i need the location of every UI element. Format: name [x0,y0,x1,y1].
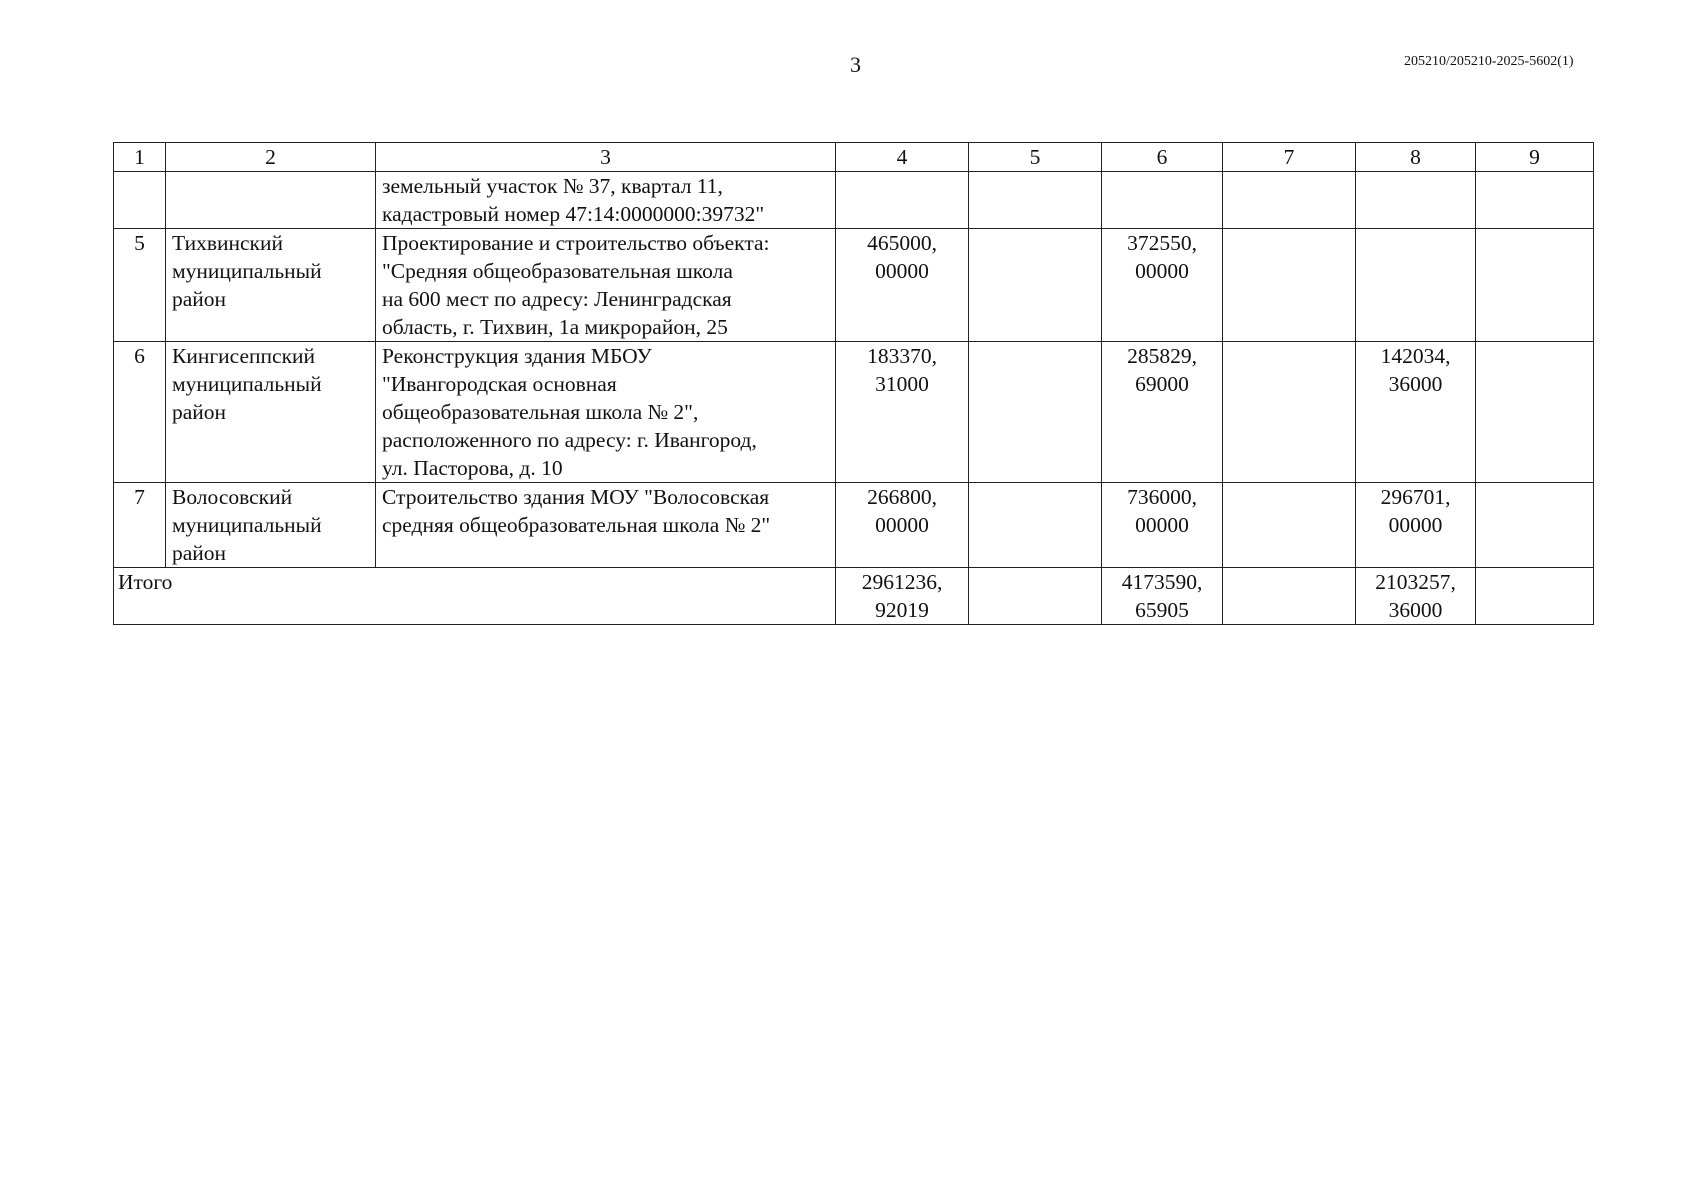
amount-line: 285829, [1127,344,1197,368]
amount-cell [1476,342,1594,483]
amount-cell [1476,483,1594,568]
amount-line: 296701, [1380,485,1451,509]
amount-cell [836,229,969,342]
table-row [114,229,1594,342]
column-header: 9 [1476,143,1594,172]
district-cell [166,172,376,229]
amount-line: 266800, [867,485,937,509]
page-number: 3 [850,52,861,77]
amount-cell [1223,172,1356,229]
row-number-cell: 5 [114,229,166,342]
amount-line: 00000 [875,513,929,537]
description-line: на 600 мест по адресу: Ленинградская [382,287,732,311]
amount-cell [969,229,1102,342]
district-line: район [172,541,227,565]
amount-cell [836,172,969,229]
row-number-cell: 7 [114,483,166,568]
district-line: Волосовский [172,485,293,509]
column-header: 6 [1102,143,1223,172]
description-line: кадастровый номер 47:14:0000000:39732" [382,202,765,226]
amount-cell [1356,342,1476,483]
amount-cell [1223,483,1356,568]
amount-line: 00000 [875,259,929,283]
amount-cell [1102,483,1223,568]
description-line: область, г. Тихвин, 1а микрорайон, 25 [382,315,728,339]
district-line: район [172,400,227,424]
total-amount-cell [1102,568,1223,625]
object-description-cell [376,229,836,342]
description-line: Проектирование и строительство объекта: [382,231,770,255]
amount-cell [836,342,969,483]
amount-line: 465000, [867,231,937,255]
amount-line: 736000, [1127,485,1197,509]
description-line: средняя общеобразовательная школа № 2" [382,513,771,537]
description-line: "Средняя общеобразовательная школа [382,259,733,283]
description-line: земельный участок № 37, квартал 11, [382,174,723,198]
amount-line: 31000 [875,372,929,396]
total-amount-cell [1223,568,1356,625]
column-header: 3 [376,143,836,172]
column-header: 7 [1223,143,1356,172]
amount-line: 00000 [1135,259,1189,283]
district-line: Кингисеппский [172,344,316,368]
amount-line: 69000 [1135,372,1189,396]
amount-cell [1356,172,1476,229]
amount-cell [1102,229,1223,342]
description-line: общеобразовательная школа № 2", [382,400,699,424]
amount-line: 2961236, [861,570,943,594]
column-header: 1 [114,143,166,172]
amount-cell [1476,229,1594,342]
district-line: Тихвинский [172,231,284,255]
amount-cell [1102,342,1223,483]
table-header-row [114,143,1594,172]
object-description-cell [376,342,836,483]
table-row [114,342,1594,483]
column-header: 4 [836,143,969,172]
amount-line: 00000 [1135,513,1189,537]
amount-cell [1476,172,1594,229]
column-header: 5 [969,143,1102,172]
amount-line: 183370, [867,344,937,368]
district-line: муниципальный [172,372,322,396]
amount-cell [1356,229,1476,342]
object-description-cell [376,483,836,568]
document-code: 205210/205210-2025-5602(1) [1404,54,1574,69]
district-cell [166,229,376,342]
total-amount-cell [836,568,969,625]
amount-cell [969,483,1102,568]
amount-line: 36000 [1388,372,1443,396]
total-row [114,568,1594,625]
district-line: район [172,287,227,311]
amount-line: 92019 [875,598,929,622]
amount-line: 4173590, [1121,570,1203,594]
district-cell [166,342,376,483]
description-line: Строительство здания МОУ "Волосовская [382,485,770,509]
amount-cell [969,342,1102,483]
description-line: ул. Пасторова, д. 10 [382,456,563,480]
total-label: Итого [114,568,836,625]
row-number-cell [114,172,166,229]
amount-line: 65905 [1135,598,1189,622]
table-row [114,483,1594,568]
district-line: муниципальный [172,513,322,537]
amount-cell [969,172,1102,229]
amount-cell [1223,229,1356,342]
amount-line: 372550, [1127,231,1197,255]
amount-line: 142034, [1380,344,1451,368]
amount-cell [1223,342,1356,483]
object-description-cell [376,172,836,229]
column-header: 2 [166,143,376,172]
description-line: Реконструкция здания МБОУ [382,344,652,368]
column-header: 8 [1356,143,1476,172]
amount-line: 00000 [1388,513,1443,537]
total-amount-cell [1356,568,1476,625]
total-amount-cell [1476,568,1594,625]
amount-cell [1102,172,1223,229]
district-line: муниципальный [172,259,322,283]
district-cell [166,483,376,568]
total-amount-cell [969,568,1102,625]
amount-cell [836,483,969,568]
amount-line: 36000 [1388,598,1443,622]
amount-cell [1356,483,1476,568]
description-line: расположенного по адресу: г. Ивангород, [382,428,757,452]
funding-table [113,142,1594,625]
table-row [114,172,1594,229]
row-number-cell: 6 [114,342,166,483]
description-line: "Ивангородская основная [382,372,617,396]
amount-line: 2103257, [1375,570,1456,594]
